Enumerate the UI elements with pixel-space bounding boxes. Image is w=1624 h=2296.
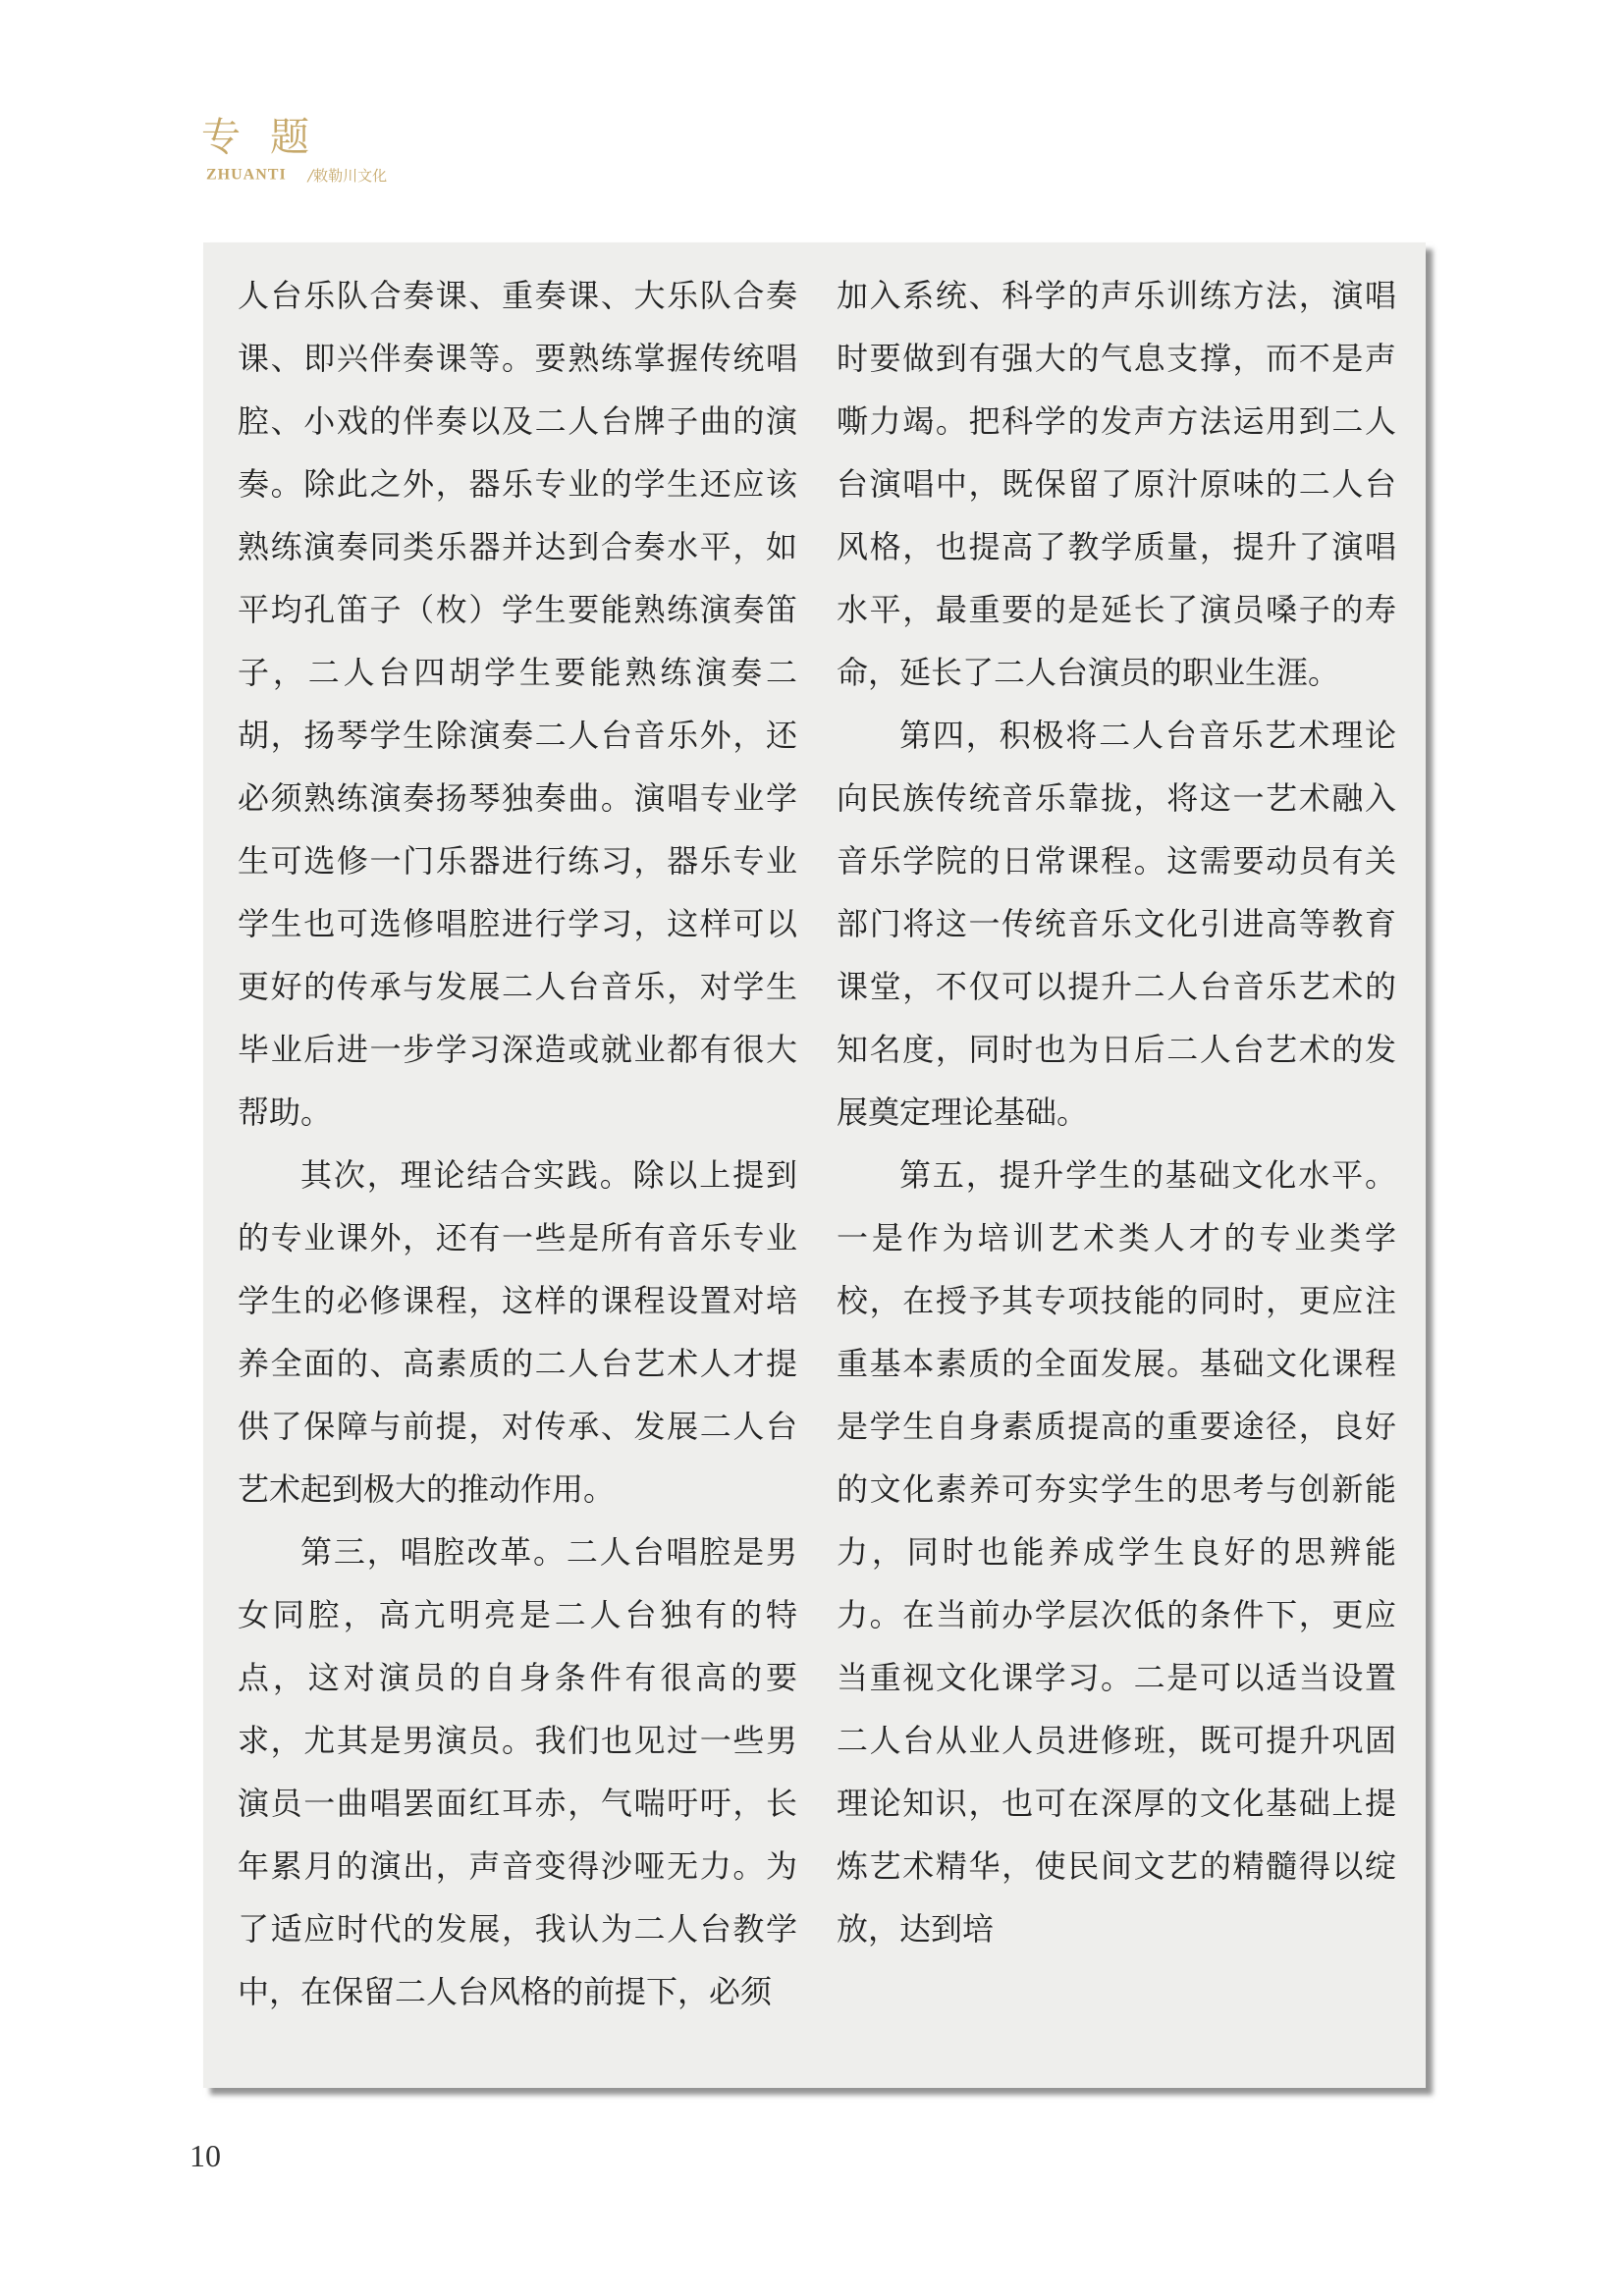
right-paragraph-1: 加入系统、科学的声乐训练方法，演唱时要做到有强大的气息支撑，而不是声嘶力竭。把科学的发声方法运用到二人台演唱中，既保留了原汁原味的二人台风格，也提高了教学质量，提升了演唱水平，最重要的是延长了演员嗓子的寿命，延长了二人台演员的职业生涯。 bbox=[837, 277, 1396, 691]
right-column bbox=[837, 264, 1396, 1960]
header-section-name: 敕勒川文化 bbox=[313, 167, 388, 185]
left-paragraph-3: 第三，唱腔改革。二人台唱腔是男女同腔，高亢明亮是二人台独有的特点，这对演员的自身条件有很高的要求，尤其是男演员。我们也见过一些男演员一曲唱罢面红耳赤，气喘吁吁，长年累月的演出，声音变得沙哑无力。为了适应时代的发展，我认为二人台教学中，在保留二人台风格的前提下，必须 bbox=[238, 1533, 797, 2010]
header-subtitle-en: ZHUANTI bbox=[206, 166, 287, 184]
header-slash-mark: / bbox=[307, 166, 314, 185]
left-column bbox=[238, 264, 797, 2023]
right-paragraph-3: 第五，提升学生的基础文化水平。一是作为培训艺术类人才的专业类学校，在授予其专项技能的同时，更应注重基本素质的全面发展。基础文化课程是学生自身素质提高的重要途径，良好的文化素养可夯实学生的思考与创新能力，同时也能养成学生良好的思辨能力。在当前办学层次低的条件下，更应当重视文化课学习。二是可以适当设置二人台从业人员进修班，既可提升巩固理论知识，也可在深厚的文化基础上提炼艺术精华，使民间文艺的精髓得以绽放，达到培 bbox=[837, 1156, 1396, 1948]
left-paragraph-2: 其次，理论结合实践。除以上提到的专业课外，还有一些是所有音乐专业学生的必修课程，这样的课程设置对培养全面的、高素质的二人台艺术人才提供了保障与前提，对传承、发展二人台艺术起到极大的推动作用。 bbox=[238, 1156, 797, 1508]
article-panel bbox=[203, 242, 1426, 2088]
header-title: 专题 bbox=[201, 115, 339, 160]
header-subtitle bbox=[206, 165, 387, 188]
left-paragraph-1: 人台乐队合奏课、重奏课、大乐队合奏课、即兴伴奏课等。要熟练掌握传统唱腔、小戏的伴奏以及二人台牌子曲的演奏。除此之外，器乐专业的学生还应该熟练演奏同类乐器并达到合奏水平，如平均孔笛子（枚）学生要能熟练演奏笛子，二人台四胡学生要能熟练演奏二胡，扬琴学生除演奏二人台音乐外，还必须熟练演奏扬琴独奏曲。演唱专业学生可选修一门乐器进行练习，器乐专业学生也可选修唱腔进行学习，这样可以更好的传承与发展二人台音乐，对学生毕业后进一步学习深造或就业都有很大帮助。 bbox=[238, 277, 797, 1131]
page-number: 10 bbox=[189, 2138, 221, 2173]
right-paragraph-2: 第四，积极将二人台音乐艺术理论向民族传统音乐靠拢，将这一艺术融入音乐学院的日常课程。这需要动员有关部门将这一传统音乐文化引进高等教育课堂，不仅可以提升二人台音乐艺术的知名度，同时也为日后二人台艺术的发展奠定理论基础。 bbox=[837, 717, 1396, 1131]
